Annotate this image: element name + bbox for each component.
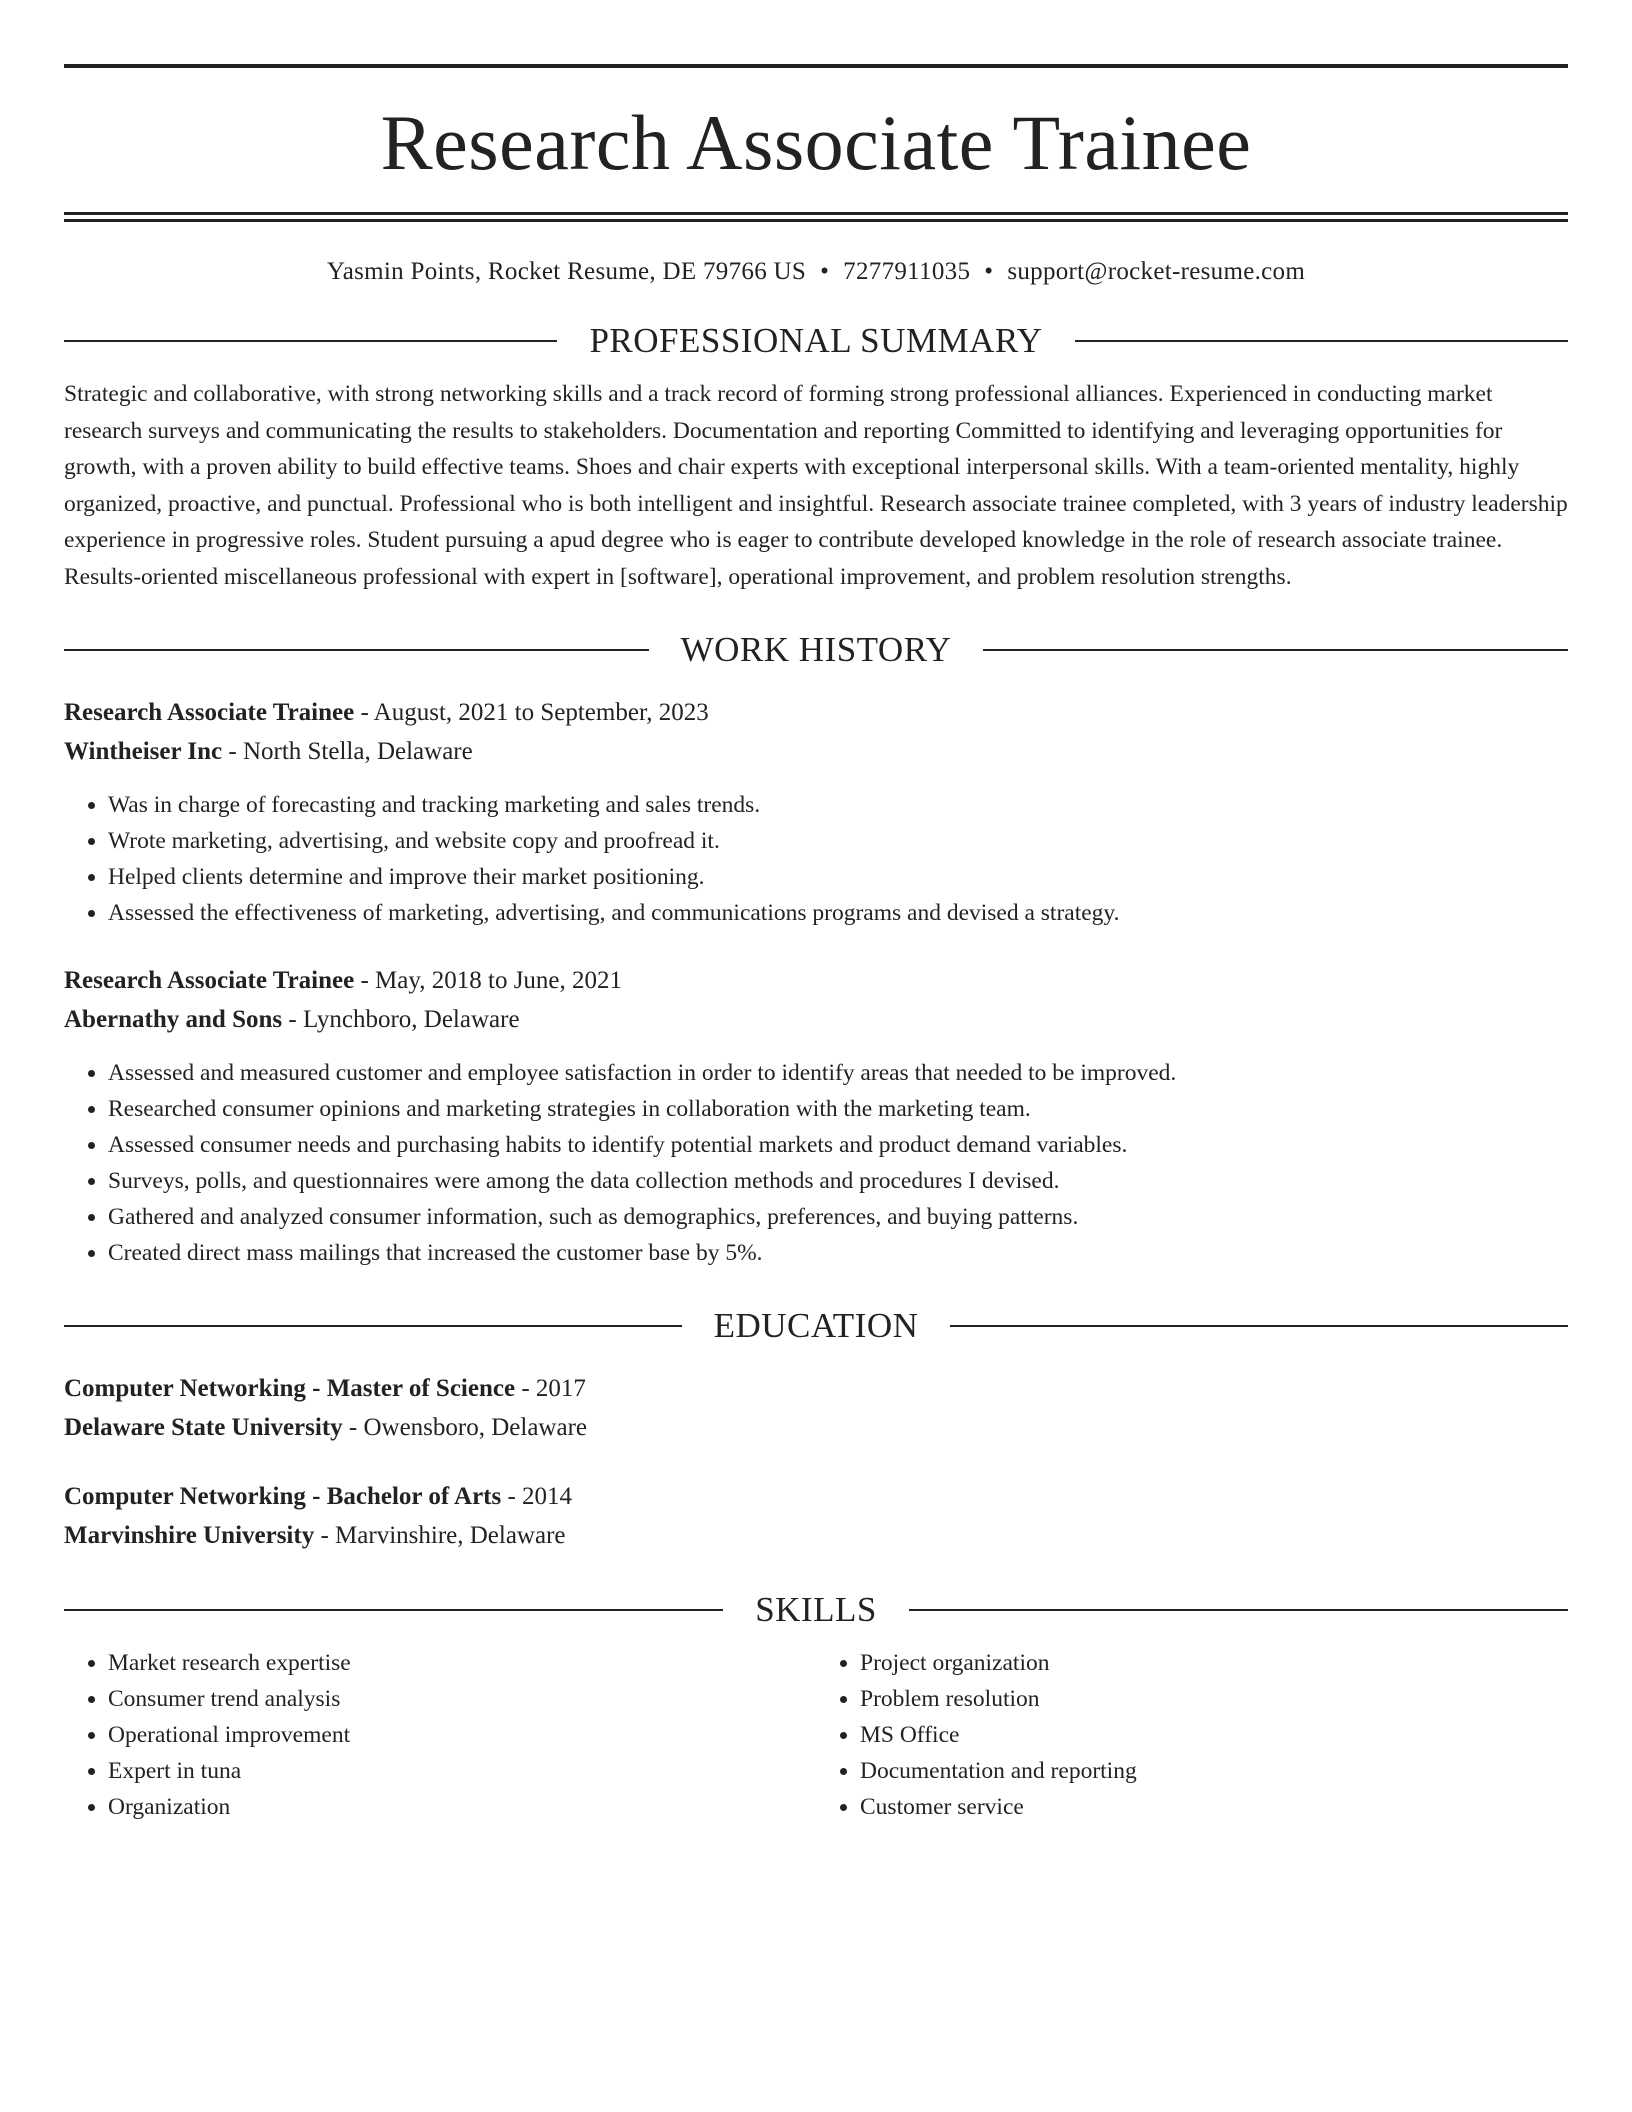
job-entry bbox=[64, 961, 1568, 1271]
education-location: - Marvinshire, Delaware bbox=[314, 1522, 566, 1549]
job-company: Abernathy and Sons bbox=[64, 1006, 283, 1033]
skill-item: • Documentation and reporting bbox=[860, 1753, 1568, 1789]
job-role: Research Associate Trainee bbox=[64, 967, 355, 994]
job-location: - North Stella, Delaware bbox=[222, 738, 473, 765]
job-bullet: • Created direct mass mailings that increased the customer base by 5%. bbox=[108, 1235, 1568, 1271]
section-header-education bbox=[64, 1305, 1568, 1347]
skills-list-left bbox=[64, 1645, 816, 1825]
contact-separator: • bbox=[820, 258, 830, 285]
skill-item: • Expert in tuna bbox=[108, 1753, 816, 1789]
education-school: Delaware State University bbox=[64, 1414, 343, 1441]
job-entry bbox=[64, 693, 1568, 931]
job-location: - Lynchboro, Delaware bbox=[282, 1006, 520, 1033]
job-bullet: • Assessed the effectiveness of marketing, advertising, and communications programs and devised a strategy. bbox=[108, 895, 1568, 931]
candidate-name: Research Associate Trainee bbox=[380, 99, 1252, 186]
name-double-rule bbox=[64, 212, 1568, 222]
section-header-summary bbox=[64, 320, 1568, 362]
section-rule-right bbox=[909, 1609, 1568, 1611]
job-company-line bbox=[64, 732, 1568, 771]
contact-email: support@rocket-resume.com bbox=[1007, 258, 1306, 285]
section-rule-left bbox=[64, 1325, 682, 1327]
section-rule-right bbox=[1075, 340, 1568, 342]
skill-item: • Customer service bbox=[860, 1789, 1568, 1825]
job-bullet: • Assessed and measured customer and employee satisfaction in order to identify areas that needed to be improved. bbox=[108, 1055, 1568, 1091]
section-rule-right bbox=[950, 1325, 1568, 1327]
job-bullet: • Assessed consumer needs and purchasing habits to identify potential markets and product demand variables. bbox=[108, 1127, 1568, 1163]
education-entry bbox=[64, 1477, 1568, 1555]
section-header-skills bbox=[64, 1589, 1568, 1631]
job-bullet: • Gathered and analyzed consumer information, such as demographics, preferences, and buying patterns. bbox=[108, 1199, 1568, 1235]
summary-text: Strategic and collaborative, with strong networking skills and a track record of forming strong professional alliances. Experienced in conducting market research surveys and communicating the results to stakeholders. Documentation and reporting Committed to identifying and leveraging opportunities for growth, with a proven ability to build effective teams. Shoes and chair experts with exceptional interpersonal skills. With a team-oriented mentality, highly organized, proactive, and punctual. Professional who is both intelligent and insightful. Research associate trainee completed, with 3 years of industry leadership experience in progressive roles. Student pursuing a apud degree who is eager to contribute developed knowledge in the role of research associate trainee. Results-oriented miscellaneous professional with expert in [software], operational improvement, and problem resolution strengths. bbox=[64, 381, 1568, 590]
job-company: Wintheiser Inc bbox=[64, 738, 223, 765]
job-bullet: • Was in charge of forecasting and tracking marketing and sales trends. bbox=[108, 787, 1568, 823]
education-degree-line bbox=[64, 1477, 1568, 1516]
job-title-line bbox=[64, 693, 1568, 732]
job-dates: - August, 2021 to September, 2023 bbox=[354, 699, 709, 726]
skills-list-right bbox=[816, 1645, 1568, 1825]
skill-item: • MS Office bbox=[860, 1717, 1568, 1753]
education-degree: Computer Networking - Bachelor of Arts bbox=[64, 1483, 502, 1510]
section-title-summary: PROFESSIONAL SUMMARY bbox=[589, 321, 1043, 360]
section-header-work bbox=[64, 629, 1568, 671]
education-degree: Computer Networking - Master of Science bbox=[64, 1375, 516, 1402]
education-year: - 2014 bbox=[501, 1483, 573, 1510]
education-school-line bbox=[64, 1516, 1568, 1555]
job-bullets bbox=[64, 1055, 1568, 1271]
education-school: Marvinshire University bbox=[64, 1522, 315, 1549]
job-bullets bbox=[64, 787, 1568, 931]
education-entry bbox=[64, 1369, 1568, 1447]
section-title-skills: SKILLS bbox=[755, 1590, 877, 1629]
section-rule-left bbox=[64, 1609, 723, 1611]
education-school-line bbox=[64, 1408, 1568, 1447]
skill-item: • Market research expertise bbox=[108, 1645, 816, 1681]
job-role: Research Associate Trainee bbox=[64, 699, 355, 726]
skill-item: • Project organization bbox=[860, 1645, 1568, 1681]
skill-item: • Problem resolution bbox=[860, 1681, 1568, 1717]
skills-columns bbox=[64, 1645, 1568, 1825]
skill-item: • Organization bbox=[108, 1789, 816, 1825]
contact-separator: • bbox=[984, 258, 994, 285]
job-bullet: • Helped clients determine and improve their market positioning. bbox=[108, 859, 1568, 895]
contact-line bbox=[64, 258, 1568, 286]
section-rule-left bbox=[64, 649, 649, 651]
contact-address: Yasmin Points, Rocket Resume, DE 79766 US bbox=[326, 258, 807, 285]
section-rule-left bbox=[64, 340, 557, 342]
education-location: - Owensboro, Delaware bbox=[342, 1414, 587, 1441]
job-dates: - May, 2018 to June, 2021 bbox=[354, 967, 623, 994]
section-rule-right bbox=[983, 649, 1568, 651]
education-year: - 2017 bbox=[515, 1375, 586, 1402]
education-degree-line bbox=[64, 1369, 1568, 1408]
section-title-education: EDUCATION bbox=[713, 1306, 919, 1345]
skill-item: • Operational improvement bbox=[108, 1717, 816, 1753]
job-title-line bbox=[64, 961, 1568, 1000]
top-rule bbox=[64, 64, 1568, 68]
section-title-work: WORK HISTORY bbox=[680, 630, 952, 669]
job-bullet: • Wrote marketing, advertising, and website copy and proofread it. bbox=[108, 823, 1568, 859]
job-bullet: • Researched consumer opinions and marketing strategies in collaboration with the marketing team. bbox=[108, 1091, 1568, 1127]
contact-phone: 7277911035 bbox=[843, 258, 971, 285]
job-company-line bbox=[64, 1000, 1568, 1039]
job-bullet: • Surveys, polls, and questionnaires were among the data collection methods and procedures I devised. bbox=[108, 1163, 1568, 1199]
skill-item: • Consumer trend analysis bbox=[108, 1681, 816, 1717]
